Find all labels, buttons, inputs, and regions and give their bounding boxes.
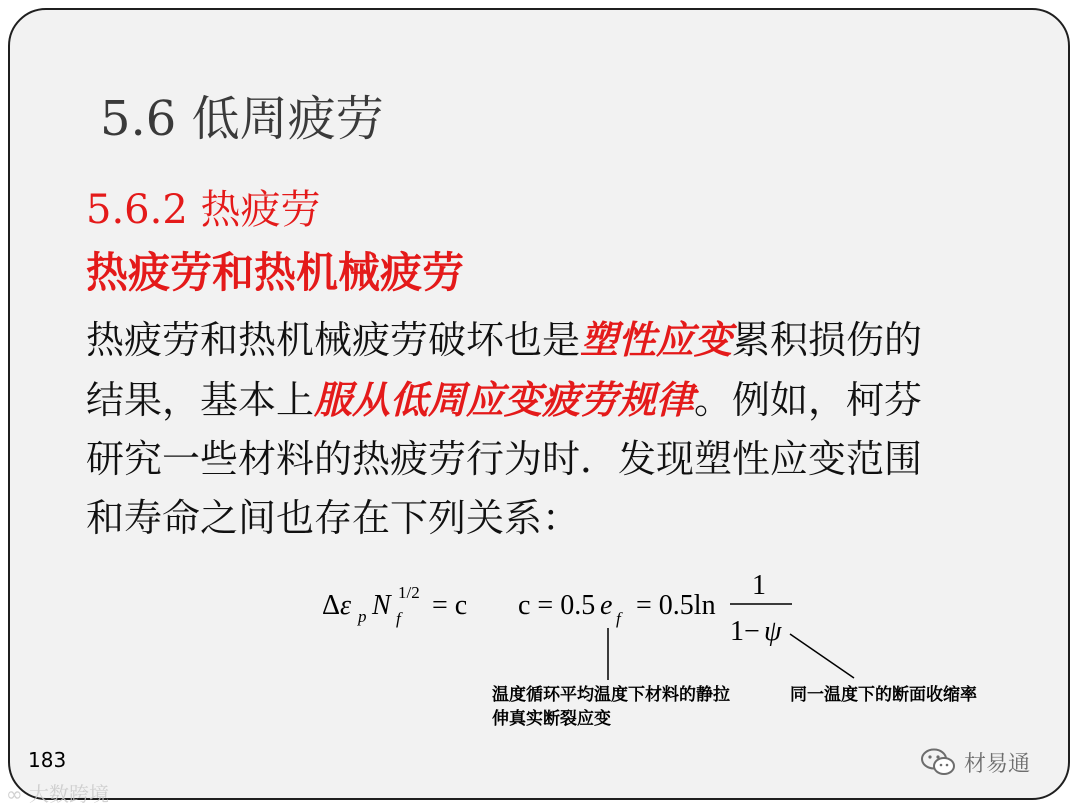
watermark-right-text: 材易通 xyxy=(964,751,1031,777)
section-heading: 热疲劳和热机械疲劳 xyxy=(86,248,465,297)
annotation-left: 温度循环平均温度下材料的静拉伸真实断裂应变 xyxy=(492,685,730,729)
body-paragraph xyxy=(86,310,1016,548)
formula-N: N xyxy=(372,590,391,621)
body-line-2 xyxy=(86,370,1016,430)
formula-c-def: c = 0.5 xyxy=(518,590,596,621)
watermark-right xyxy=(920,744,1030,780)
formula-sub-p: p xyxy=(358,607,367,626)
formula-delta: Δ xyxy=(322,590,341,621)
page-number: 183 xyxy=(28,748,67,772)
body-text: 累积损伤的 xyxy=(732,318,923,362)
body-line-1 xyxy=(86,310,1016,370)
emphasis-text: 服从低周应变疲劳规律 xyxy=(314,377,695,422)
formula-numerator: 1 xyxy=(752,570,766,601)
link-icon: ∞ xyxy=(6,782,23,806)
body-line-4: 和寿命之间也存在下列关系： xyxy=(86,496,581,540)
wechat-icon xyxy=(920,747,956,777)
slide-subtitle: 5.6.2 热疲劳 xyxy=(86,187,321,233)
body-text: 结果，基本上 xyxy=(86,378,315,422)
emphasis-text: 塑性应变 xyxy=(580,317,733,362)
watermark-left xyxy=(6,778,109,807)
annotation-right: 同一温度下的断面收缩率 xyxy=(790,685,977,705)
formula-rhs: = 0.5ln xyxy=(636,590,716,621)
body-text: 热疲劳和热机械疲劳破坏也是 xyxy=(86,318,581,362)
body-line-3: 研究一些材料的热疲劳行为时．发现塑性应变范围 xyxy=(86,437,923,481)
formula-exponent: 1/2 xyxy=(398,583,420,602)
formula-epsilon: ε xyxy=(340,590,352,621)
formula-equals-c: = c xyxy=(432,590,468,621)
body-text: 。例如，柯芬 xyxy=(694,378,923,422)
formula-e: e xyxy=(600,590,613,621)
formula-sub-f: f xyxy=(396,609,401,628)
formula-sub-f2: f xyxy=(616,609,621,628)
slide-title: 5.6 低周疲劳 xyxy=(100,91,384,147)
formula-denominator: 1− xyxy=(730,616,760,647)
formula-psi: ψ xyxy=(764,616,782,647)
watermark-left-text: 大数跨境 xyxy=(29,782,110,806)
